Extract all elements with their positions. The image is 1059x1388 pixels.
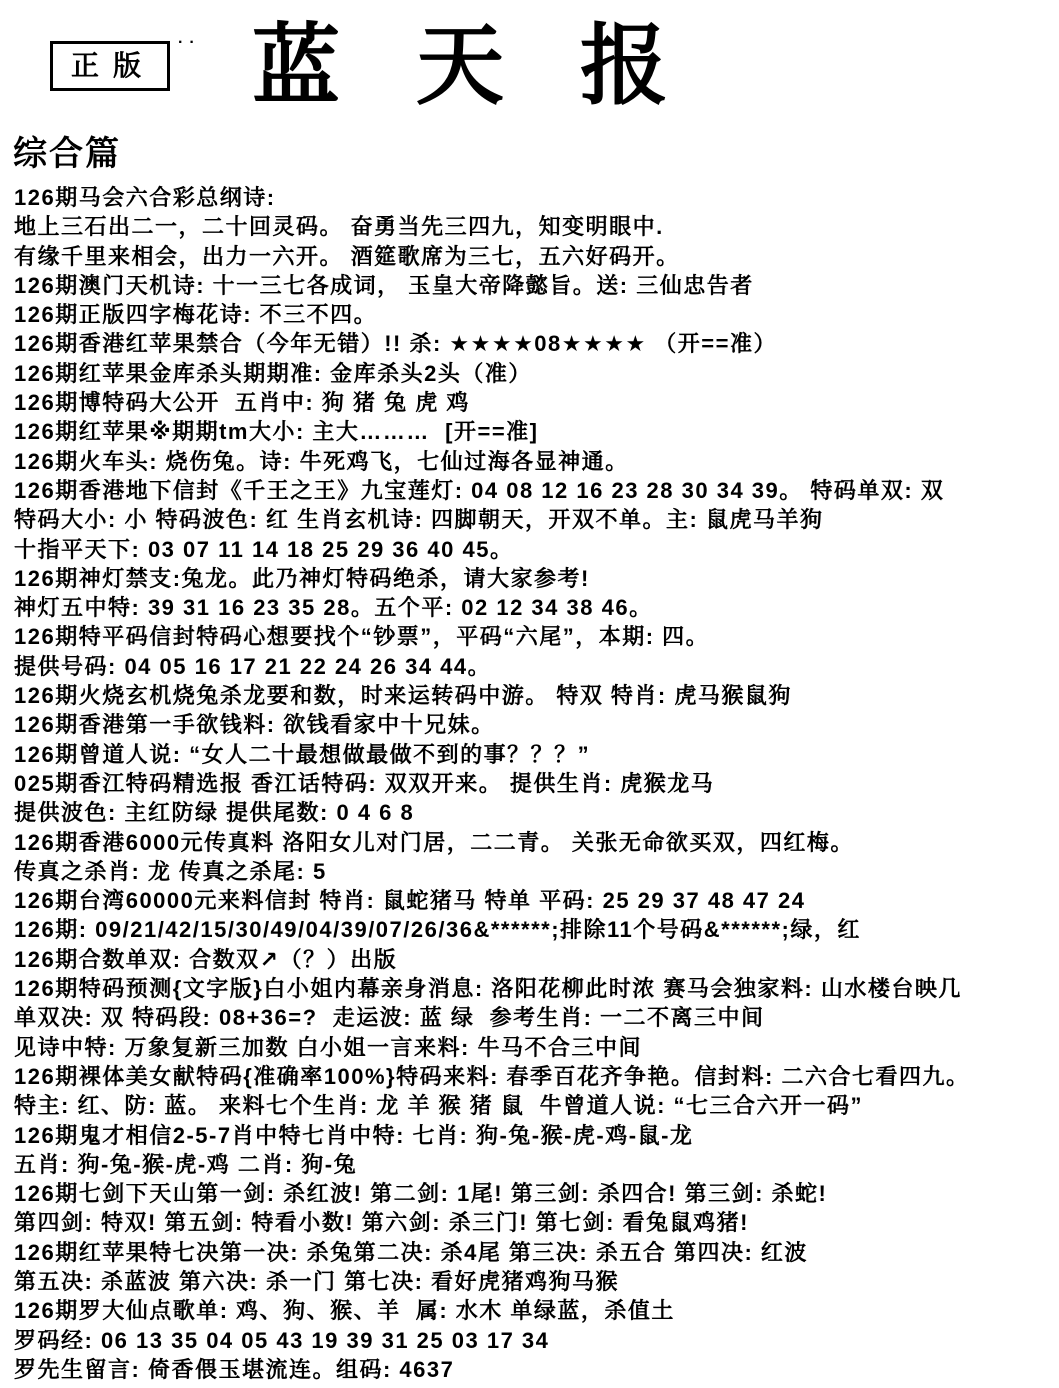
text-line: 126期香港地下信封《千王之王》九宝莲灯: 04 08 12 16 23 28 30 34 39。 特码单双: 双 <box>14 477 945 503</box>
text-line: 126期裸体美女献特码{准确率100%}特码来料: 春季百花齐争艳。信封料: 二六合七看四九。 <box>14 1063 970 1089</box>
decorative-dots-icon: ·· <box>178 34 201 51</box>
text-line: 126期澳门天机诗: 十一三七各成词， 玉皇大帝降懿旨。送: 三仙忠告者 <box>14 272 754 298</box>
text-line: 传真之杀肖: 龙 传真之杀尾: 5 <box>14 858 327 884</box>
text-line: 见诗中特: 万象复新三加数 白小姐一言来料: 牛马不合三中间 <box>14 1034 642 1060</box>
content-body <box>14 183 1059 1384</box>
text-line: 特码大小: 小 特码波色: 红 生肖玄机诗: 四脚朝天，开双不单。主: 鼠虎马羊狗 <box>14 507 824 533</box>
text-line: 提供波色: 主红防绿 提供尾数: 0 4 6 8 <box>14 800 415 826</box>
text-line: 地上三石出二一，二十回灵码。 奋勇当先三四九，知变明眼中. <box>14 214 664 240</box>
text-line: 126期博特码大公开 五肖中: 狗 猪 兔 虎 鸡 <box>14 390 470 416</box>
text-line: 126期合数单双: 合数双↗（？）出版 <box>14 946 398 972</box>
text-line: 126期台湾60000元来料信封 特肖: 鼠蛇猪马 特单 平码: 25 29 37 48 47 24 <box>14 888 806 914</box>
text-line: 有缘千里来相会，出力一六开。 酒筵歌席为三七，五六好码开。 <box>14 243 680 269</box>
text-line: 126期正版四字梅花诗: 不三不四。 <box>14 302 378 328</box>
text-line: 第五决: 杀蓝波 第六决: 杀一门 第七决: 看好虎猪鸡狗马猴 <box>14 1268 620 1294</box>
text-line: 第四剑: 特双! 第五剑: 特看小数! 第六剑: 杀三门! 第七剑: 看兔鼠鸡猪! <box>14 1210 749 1236</box>
text-line: 025期香江特码精选报 香江话特码: 双双开来。 提供生肖: 虎猴龙马 <box>14 770 715 796</box>
text-line: 126期特码预测{文字版}白小姐内幕亲身消息: 洛阳花柳此时浓 赛马会独家料: 山水楼台映几 <box>14 976 962 1002</box>
text-line: 单双决: 双 特码段: 08+36=? 走运波: 蓝 绿 参考生肖: 一二不离三中间 <box>14 1005 765 1031</box>
text-line: 126期特平码信封特码心想要找个“钞票”，平码“六尾”，本期: 四。 <box>14 624 710 650</box>
text-line: 126期火烧玄机烧兔杀龙要和数，时来运转码中游。 特双 特肖: 虎马猴鼠狗 <box>14 683 792 709</box>
text-line: 126期神灯禁支:兔龙。此乃神灯特码绝杀，请大家参考! <box>14 565 590 591</box>
page-title: 蓝天报 <box>252 16 745 115</box>
text-line: 126期曾道人说: “女人二十最想做最做不到的事？？？” <box>14 741 591 767</box>
text-line: 神灯五中特: 39 31 16 23 35 28。五个平: 02 12 34 38 46。 <box>14 595 653 621</box>
text-line: 126期红苹果※期期tm大小: 主大……… [开==准] <box>14 419 539 445</box>
text-line: 126期罗大仙点歌单: 鸡、狗、猴、羊 属: 水木 单绿蓝，杀值土 <box>14 1298 675 1324</box>
text-line: 126期红苹果金库杀头期期准: 金库杀头2头（准） <box>14 360 532 386</box>
text-line: 126期马会六合彩总纲诗: <box>14 185 276 210</box>
text-line: 提供号码: 04 05 16 17 21 22 24 26 34 44。 <box>14 653 492 679</box>
text-line: 126期香港6000元传真料 洛阳女儿对门居，二二青。 关张无命欲买双，四红梅。 <box>14 829 854 855</box>
text-line: 特主: 红、防: 蓝。 来料七个生肖: 龙 羊 猴 猪 鼠 牛曾道人说: “七三合六开一码” <box>14 1093 864 1119</box>
text-line: 十指平天下: 03 07 11 14 18 25 29 36 40 45。 <box>14 536 514 562</box>
text-line: 126期: 09/21/42/15/30/49/04/39/07/26/36&******;排除11个号码&******;绿，红 <box>14 917 861 943</box>
text-line: 罗码经: 06 13 35 04 05 43 19 39 31 25 03 17 34 <box>14 1327 550 1353</box>
text-line: 126期红苹果特七决第一决: 杀兔第二决: 杀4尾 第三决: 杀五合 第四决: 红波 <box>14 1239 808 1265</box>
text-line: 126期香港第一手欲钱料: 欲钱看家中十兄妹。 <box>14 712 495 738</box>
text-line: 126期火车头: 烧伤兔。诗: 牛死鸡飞，七仙过海各显神通。 <box>14 448 629 474</box>
authentic-badge: 正版 <box>50 41 170 91</box>
section-heading: 综合篇 <box>13 135 121 173</box>
text-line: 126期香港红苹果禁合（今年无错）!! 杀: ★★★★08★★★★ （开==准） <box>14 331 777 357</box>
text-line: 126期鬼才相信2-5-7肖中特七肖中特: 七肖: 狗-兔-猴-虎-鸡-鼠-龙 <box>14 1122 694 1148</box>
text-line: 五肖: 狗-兔-猴-虎-鸡 二肖: 狗-兔 <box>14 1151 358 1177</box>
text-line: 罗先生留言: 倚香偎玉堪流连。组码: 4637 <box>14 1356 455 1382</box>
text-line: 126期七剑下天山第一剑: 杀红波! 第二剑: 1尾! 第三剑: 杀四合! 第三剑: 杀蛇! <box>14 1181 828 1207</box>
